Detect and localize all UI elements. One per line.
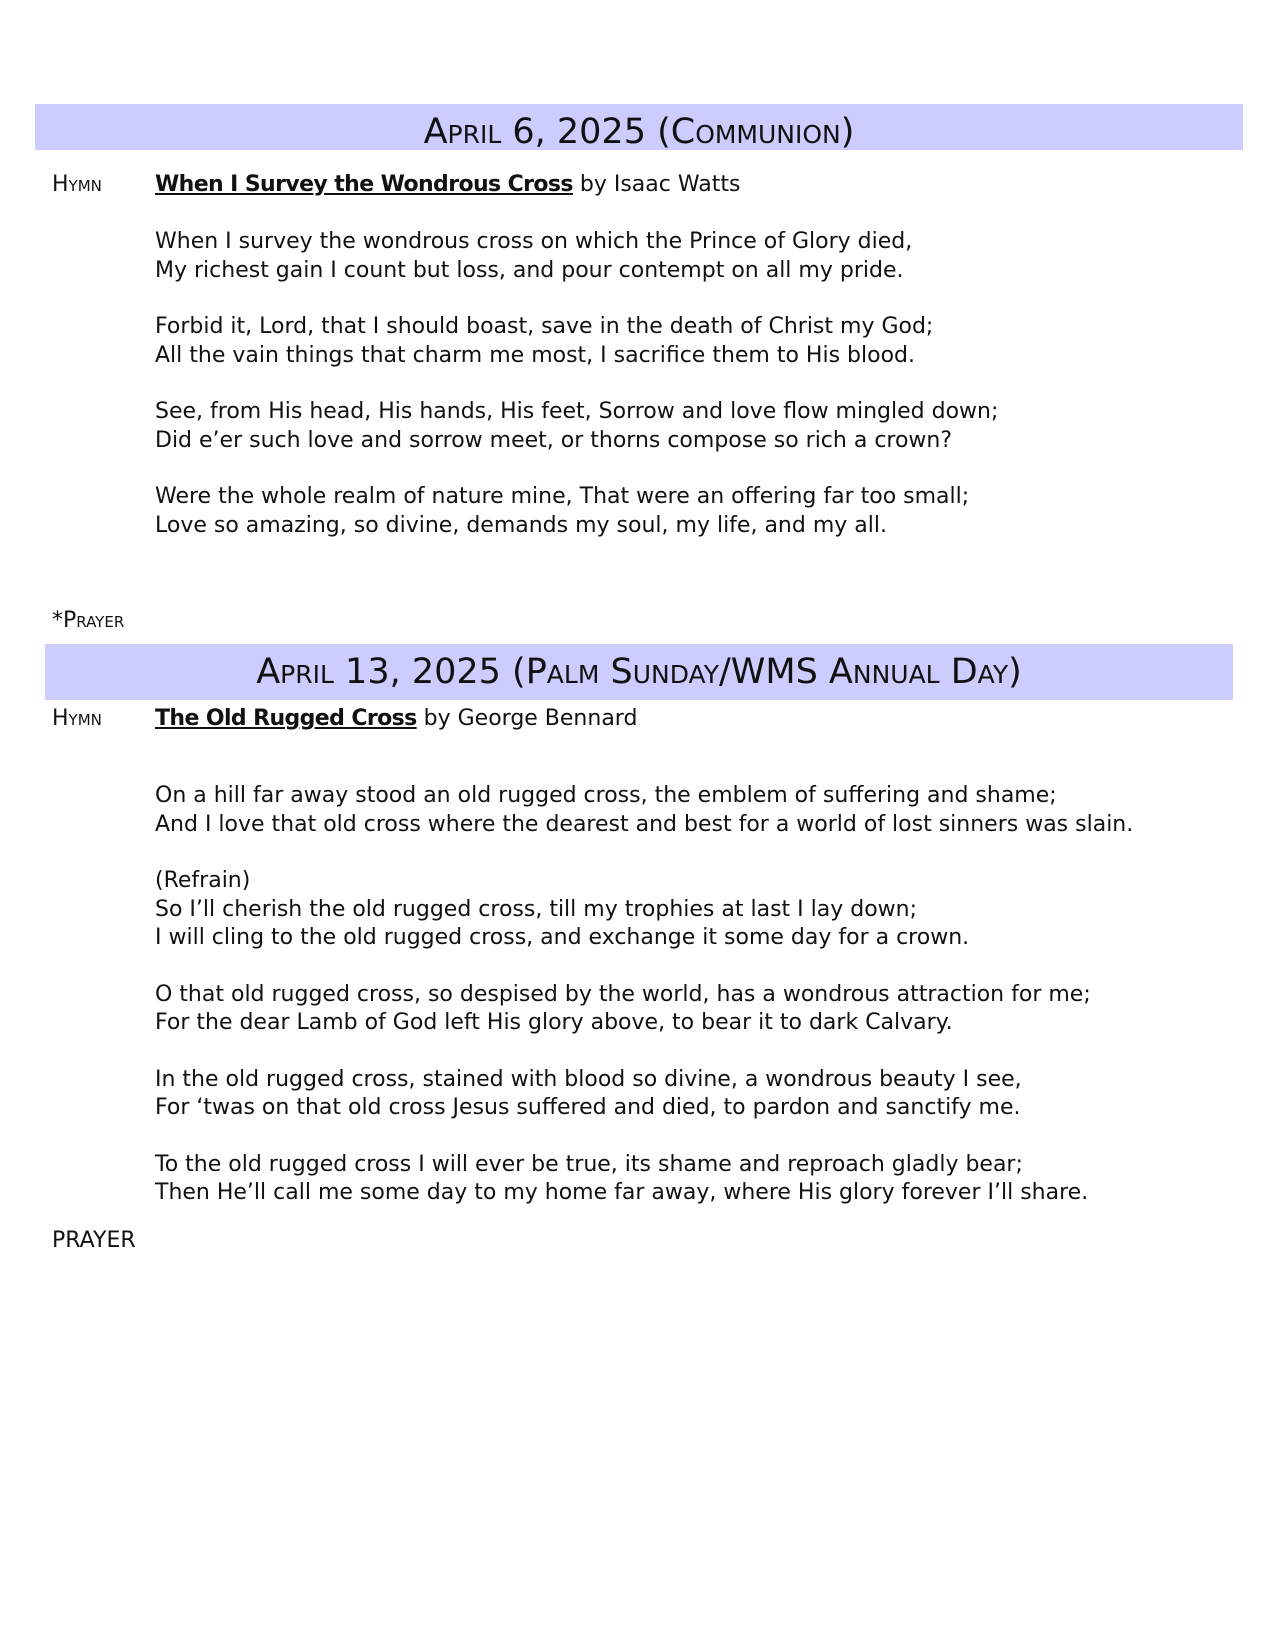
section-1-hymn-author: by Isaac Watts bbox=[572, 172, 741, 197]
lyric-line: Then He’ll call me some day to my home far away, where His glory forever I’ll share. bbox=[155, 1180, 1089, 1205]
verse bbox=[155, 782, 1133, 839]
verse bbox=[155, 1066, 1133, 1123]
section-1-hymn-title: When I Survey the Wondrous Cross bbox=[155, 172, 573, 197]
verse bbox=[155, 1151, 1133, 1208]
lyric-line: When I survey the wondrous cross on which the Prince of Glory died, bbox=[155, 229, 913, 254]
verse bbox=[155, 228, 998, 285]
lyric-line: In the old rugged cross, stained with blood so divine, a wondrous beauty I see, bbox=[155, 1066, 1022, 1092]
lyric-line: Forbid it, Lord, that I should boast, save in the death of Christ my God; bbox=[155, 314, 934, 339]
verse bbox=[155, 313, 998, 370]
lyric-line: All the vain things that charm me most, I sacrifice them to His blood. bbox=[155, 342, 915, 368]
lyric-line: On a hill far away stood an old rugged cross, the emblem of suffering and shame; bbox=[155, 783, 1057, 808]
lyric-line: Did e’er such love and sorrow meet, or thorns compose so rich a crown? bbox=[155, 427, 953, 453]
lyric-line: I will cling to the old rugged cross, and exchange it some day for a crown. bbox=[155, 925, 970, 950]
section-1-prayer-label: *Prayer bbox=[52, 608, 125, 633]
lyric-line: For the dear Lamb of God left His glory above, to bear it to dark Calvary. bbox=[155, 1010, 953, 1035]
section-1-hymn-heading bbox=[155, 172, 740, 197]
lyric-line: Love so amazing, so divine, demands my soul, my life, and my all. bbox=[155, 512, 887, 538]
section-2-hymn-label: Hymn bbox=[52, 706, 102, 731]
lyric-line: For ‘twas on that old cross Jesus suffered and died, to pardon and sanctify me. bbox=[155, 1095, 1021, 1120]
verse bbox=[155, 483, 998, 540]
lyric-line: Were the whole realm of nature mine, That were an offering far too small; bbox=[155, 484, 970, 509]
section-1-hymn-lyrics bbox=[155, 228, 998, 568]
section-2-hymn-title: The Old Rugged Cross bbox=[155, 706, 417, 731]
section-2-prayer-label: PRAYER bbox=[52, 1228, 136, 1253]
lyric-line: See, from His head, His hands, His feet, Sorrow and love flow mingled down; bbox=[155, 399, 999, 424]
lyric-line: My richest gain I count but loss, and pour contempt on all my pride. bbox=[155, 257, 904, 283]
section-2-hymn-author: by George Bennard bbox=[416, 706, 638, 731]
section-1-date-banner: April 6, 2025 (Communion) bbox=[35, 104, 1243, 150]
verse bbox=[155, 981, 1133, 1038]
verse bbox=[155, 398, 998, 455]
lyric-line: And I love that old cross where the dearest and best for a world of lost sinners was slain. bbox=[155, 811, 1134, 837]
section-2-hymn-lyrics bbox=[155, 782, 1133, 1236]
refrain-label: (Refrain) bbox=[155, 868, 251, 893]
section-2-date-banner: April 13, 2025 (Palm Sunday/WMS Annual Day) bbox=[45, 644, 1233, 700]
section-1-hymn-label: Hymn bbox=[52, 172, 102, 197]
lyric-line: O that old rugged cross, so despised by the world, has a wondrous attraction for me; bbox=[155, 981, 1091, 1007]
lyric-line: To the old rugged cross I will ever be true, its shame and reproach gladly bear; bbox=[155, 1151, 1023, 1177]
section-2-hymn-heading bbox=[155, 706, 637, 731]
lyric-line: So I’ll cherish the old rugged cross, till my trophies at last I lay down; bbox=[155, 896, 918, 922]
verse bbox=[155, 867, 1133, 953]
